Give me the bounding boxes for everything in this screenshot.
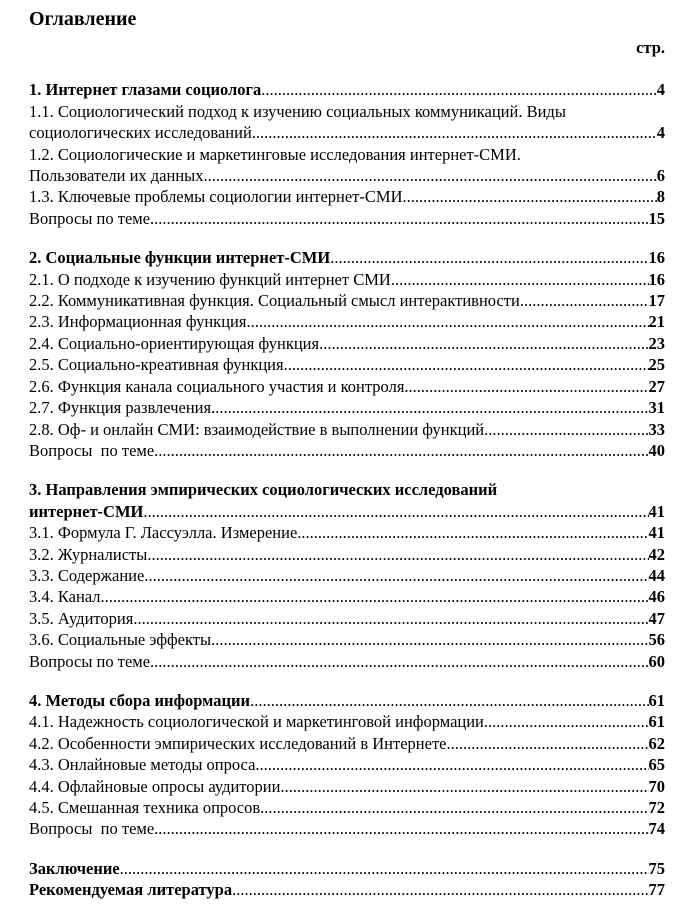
toc-entry <box>29 101 665 144</box>
toc-entry-text: 2.8. Оф- и онлайн СМИ: взаимодействие в выполнении функций <box>29 419 485 439</box>
toc-entry-text: 2.5. Социально-креативная функция <box>29 355 284 375</box>
toc-entry <box>29 354 665 375</box>
page-column-label: стр. <box>636 38 665 57</box>
toc-entry-text: 2.2. Коммуникативная функция. Социальный смысл интерактивности <box>29 291 520 311</box>
toc-entry <box>29 565 665 586</box>
document-title: Оглавление <box>29 8 137 30</box>
toc-page-number: 40 <box>648 440 665 460</box>
toc-page-number: 77 <box>648 880 665 900</box>
dot-leader <box>143 501 648 522</box>
toc-entry-leader-row <box>29 122 665 143</box>
toc-page-number: 60 <box>648 651 665 671</box>
toc-entry-text: 1. Интернет глазами социолога <box>29 80 262 100</box>
toc-page-number: 62 <box>648 733 665 753</box>
toc-entry <box>29 754 665 775</box>
toc-entry-leader-row <box>29 608 665 629</box>
toc-page-number: 70 <box>648 776 665 796</box>
toc-page-number: 47 <box>648 608 665 628</box>
toc-entry <box>29 79 665 100</box>
toc-entry <box>29 311 665 332</box>
toc-entry-text: 3.6. Социальные эффекты <box>29 630 212 650</box>
toc-section <box>29 79 665 229</box>
toc-entry-text: Вопросы по теме <box>29 208 151 228</box>
toc-page-number: 31 <box>648 398 665 418</box>
dot-leader <box>101 586 649 607</box>
toc-entry <box>29 733 665 754</box>
dot-leader <box>284 354 649 375</box>
toc-entry-text: 2. Социальные функции интернет-СМИ <box>29 248 331 268</box>
toc-entry-text: 3.2. Журналисты <box>29 544 148 564</box>
toc-page-number: 23 <box>648 333 665 353</box>
toc-entry <box>29 711 665 732</box>
toc-entry-text: 4.3. Онлайновые методы опроса <box>29 755 256 775</box>
toc-entry-leader-row <box>29 733 665 754</box>
toc-entry <box>29 419 665 440</box>
toc-page-number: 46 <box>648 587 665 607</box>
toc-entry-text: Вопросы по теме <box>29 440 155 460</box>
toc-entry-text: Вопросы по теме <box>29 651 151 671</box>
toc-entry-leader-row <box>29 333 665 354</box>
toc-entry <box>29 608 665 629</box>
toc-entry-text: 1.3. Ключевые проблемы социологии интернет-СМИ <box>29 187 403 207</box>
dot-leader <box>520 290 649 311</box>
toc-entry <box>29 776 665 797</box>
dot-leader <box>391 269 649 290</box>
toc-entry <box>29 376 665 397</box>
toc-entry-leader-row <box>29 797 665 818</box>
dot-leader <box>297 522 648 543</box>
dot-leader <box>150 651 648 672</box>
toc-entry-leader-row <box>29 629 665 650</box>
toc-entry <box>29 290 665 311</box>
toc-entry <box>29 144 665 187</box>
dot-leader <box>154 440 648 461</box>
toc-entry-leader-row <box>29 247 665 268</box>
toc-entry <box>29 858 665 879</box>
toc-entry-text: 1.2. Социологические и маркетинговые исследования интернет-СМИ. <box>29 144 521 164</box>
toc-entry-text: 1.1. Социологический подход к изучению социальных коммуникаций. Виды <box>29 101 566 121</box>
toc-section <box>29 690 665 840</box>
toc-page-number: 65 <box>648 755 665 775</box>
toc-section <box>29 479 665 672</box>
toc-page-number: 41 <box>648 501 665 521</box>
dot-leader <box>330 247 648 268</box>
toc-entry <box>29 186 665 207</box>
toc-page-number: 74 <box>648 819 665 839</box>
toc-entry-text: 3. Направления эмпирических социологических исследований <box>29 480 498 500</box>
toc-page-number: 16 <box>648 269 665 289</box>
dot-leader <box>144 565 648 586</box>
toc-page-number: 27 <box>648 376 665 396</box>
dot-leader <box>261 79 656 100</box>
toc-page-number: 8 <box>656 187 665 207</box>
dot-leader <box>150 208 648 229</box>
toc-entry-text: Пользователи их данных <box>29 166 204 186</box>
toc-page-number: 21 <box>648 312 665 332</box>
toc-entry-leader-row <box>29 311 665 332</box>
toc-entry-leader-row <box>29 776 665 797</box>
dot-leader <box>260 797 648 818</box>
toc-entry <box>29 651 665 672</box>
toc-entry-text: 2.1. О подходе к изучению функций интернет СМИ <box>29 269 391 289</box>
toc-entry <box>29 208 665 229</box>
dot-leader <box>404 376 648 397</box>
toc-entry <box>29 544 665 565</box>
toc-page-number: 4 <box>656 80 665 100</box>
toc-entry-leader-row <box>29 440 665 461</box>
toc-entry-leader-row <box>29 79 665 100</box>
toc-entry-leader-row <box>29 879 665 900</box>
dot-leader <box>204 165 657 186</box>
dot-leader <box>255 754 648 775</box>
toc-entry-leader-row <box>29 165 665 186</box>
dot-leader <box>250 690 648 711</box>
toc-entry-text: 3.1. Формула Г. Лассуэлла. Измерение <box>29 523 298 543</box>
toc-entry <box>29 333 665 354</box>
toc-entry-text: Вопросы по теме <box>29 819 155 839</box>
toc-entry-leader-row <box>29 501 665 522</box>
toc-page-number: 15 <box>648 208 665 228</box>
dot-leader <box>319 333 648 354</box>
toc-entry-text: интернет-СМИ <box>29 501 144 521</box>
toc-entry-leader-row <box>29 858 665 879</box>
toc-page-number: 72 <box>648 798 665 817</box>
toc-entry-text: 2.3. Информационная функция <box>29 312 247 332</box>
toc-entry-leader-row <box>29 376 665 397</box>
dot-leader <box>211 397 648 418</box>
toc-entry-text: 4.1. Надежность социологической и маркетинговой информации <box>29 712 484 732</box>
toc-entry-text: 4.4. Офлайновые опросы аудитории <box>29 776 281 796</box>
toc-page-number: 61 <box>648 712 665 732</box>
toc-page-number: 42 <box>648 544 665 564</box>
dot-leader <box>147 544 648 565</box>
dot-leader <box>133 608 648 629</box>
toc-section <box>29 858 665 901</box>
toc-section <box>29 247 665 461</box>
toc-entry-text: 4.5. Смешанная техника опросов <box>29 798 261 817</box>
toc-page-number: 41 <box>648 523 665 543</box>
toc-entry <box>29 522 665 543</box>
toc-page-number: 61 <box>648 690 665 710</box>
toc-entry-text: Рекомендуемая литература <box>29 880 233 900</box>
toc-entry-text: 2.4. Социально-ориентирующая функция <box>29 333 320 353</box>
toc-entry <box>29 818 665 839</box>
dot-leader <box>211 629 648 650</box>
toc-entry-leader-row <box>29 354 665 375</box>
dot-leader <box>446 733 648 754</box>
dot-leader <box>484 419 648 440</box>
toc-entry-text: социологических исследований <box>29 123 252 143</box>
toc-entry <box>29 629 665 650</box>
toc-entry <box>29 797 665 818</box>
toc-entry <box>29 440 665 461</box>
toc-entry <box>29 690 665 711</box>
toc-page-number: 75 <box>648 858 665 878</box>
dot-leader <box>402 186 656 207</box>
toc-entry-text: Заключение <box>29 858 120 878</box>
toc-entry <box>29 479 665 522</box>
toc-entry-leader-row <box>29 544 665 565</box>
toc-entry-leader-row <box>29 754 665 775</box>
toc-entry-leader-row <box>29 419 665 440</box>
dot-leader <box>280 776 648 797</box>
toc-entry-text: 3.4. Канал <box>29 587 101 607</box>
dot-leader <box>232 879 648 900</box>
toc-entry-leader-row <box>29 690 665 711</box>
toc-page-number: 17 <box>648 291 665 311</box>
dot-leader <box>484 711 649 732</box>
toc-page-number: 4 <box>656 123 665 143</box>
toc-entry-leader-row <box>29 269 665 290</box>
toc <box>29 79 665 900</box>
toc-entry-leader-row <box>29 586 665 607</box>
toc-entry-text: 2.6. Функция канала социального участия и контроля <box>29 376 405 396</box>
toc-entry-leader-row <box>29 397 665 418</box>
toc-entry-text: 3.5. Аудитория <box>29 608 134 628</box>
toc-entry-text: 3.3. Содержание <box>29 565 145 585</box>
toc-entry-leader-row <box>29 186 665 207</box>
toc-entry-text: 4.2. Особенности эмпирических исследований в Интернете <box>29 733 447 753</box>
dot-leader <box>246 311 648 332</box>
toc-page-number: 44 <box>648 565 665 585</box>
toc-page-number: 56 <box>648 630 665 650</box>
toc-entry <box>29 397 665 418</box>
toc-entry-leader-row <box>29 711 665 732</box>
toc-entry-leader-row <box>29 522 665 543</box>
toc-entry-leader-row <box>29 818 665 839</box>
toc-page-number: 6 <box>656 166 665 186</box>
toc-entry-text: 4. Методы сбора информации <box>29 690 251 710</box>
toc-page-number: 33 <box>648 419 665 439</box>
toc-entry-leader-row <box>29 290 665 311</box>
toc-entry <box>29 247 665 268</box>
dot-leader <box>252 122 657 143</box>
toc-page-number: 16 <box>648 248 665 268</box>
dot-leader <box>154 818 648 839</box>
toc-entry <box>29 586 665 607</box>
toc-entry <box>29 269 665 290</box>
toc-page-number: 25 <box>648 355 665 375</box>
toc-entry-leader-row <box>29 208 665 229</box>
toc-entry-leader-row <box>29 651 665 672</box>
dot-leader <box>120 858 649 879</box>
toc-entry-leader-row <box>29 565 665 586</box>
toc-entry-text: 2.7. Функция развлечения <box>29 398 212 418</box>
toc-entry <box>29 879 665 900</box>
